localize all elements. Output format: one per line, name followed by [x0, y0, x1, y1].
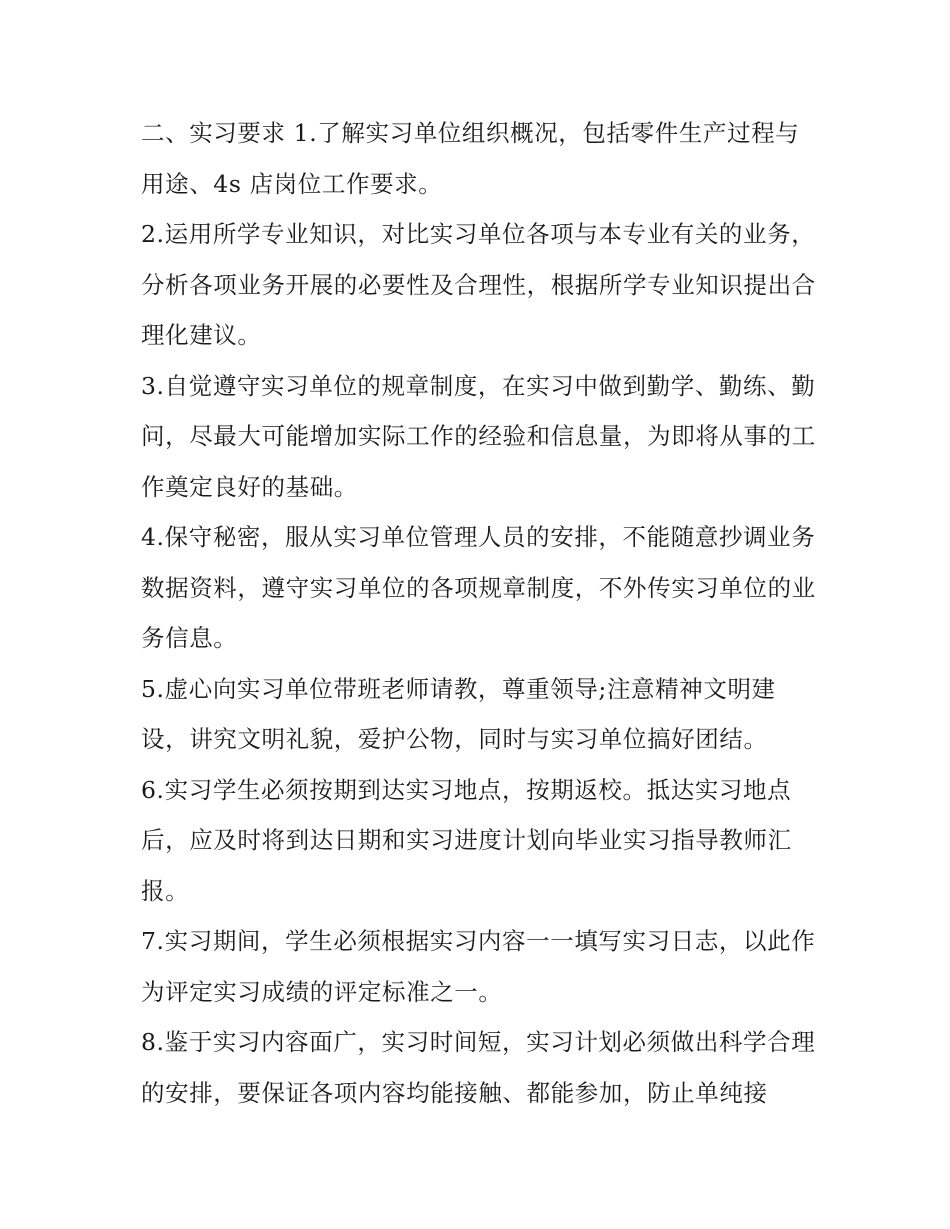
paragraph-item-6: 6.实习学生必须按期到达实习地点，按期返校。抵达实习地点后，应及时将到达日期和实习进度计划向毕业实习指导教师汇报。 — [141, 775, 792, 905]
paragraph-item-8: 8.鉴于实习内容面广，实习时间短，实习计划必须做出科学合理的安排，要保证各项内容均能接触、都能参加，防止单纯接 — [141, 1028, 816, 1107]
document-body — [141, 108, 821, 1118]
paragraph-item-3: 3.自觉遵守实习单位的规章制度，在实习中做到勤学、勤练、勤问，尽最大可能增加实际工作的经验和信息量，为即将从事的工作奠定良好的基础。 — [141, 371, 816, 501]
paragraph-item-5: 5.虚心向实习单位带班老师请教，尊重领导;注意精神文明建设，讲究文明礼貌，爱护公物，同时与实习单位搞好团结。 — [141, 674, 776, 753]
paragraph-item-7: 7.实习期间，学生必须根据实习内容一一填写实习日志，以此作为评定实习成绩的评定标准之一。 — [141, 927, 816, 1006]
paragraph-item-4: 4.保守秘密，服从实习单位管理人员的安排，不能随意抄调业务数据资料，遵守实习单位的各项规章制度，不外传实习单位的业务信息。 — [141, 523, 816, 652]
paragraph-requirements-intro: 二、实习要求 1.了解实习单位组织概况，包括零件生产过程与用途、4s 店岗位工作要求。 — [141, 119, 800, 198]
paragraph-item-2: 2.运用所学专业知识，对比实习单位各项与本专业有关的业务，分析各项业务开展的必要性及合理性，根据所学专业知识提出合理化建议。 — [141, 220, 816, 349]
